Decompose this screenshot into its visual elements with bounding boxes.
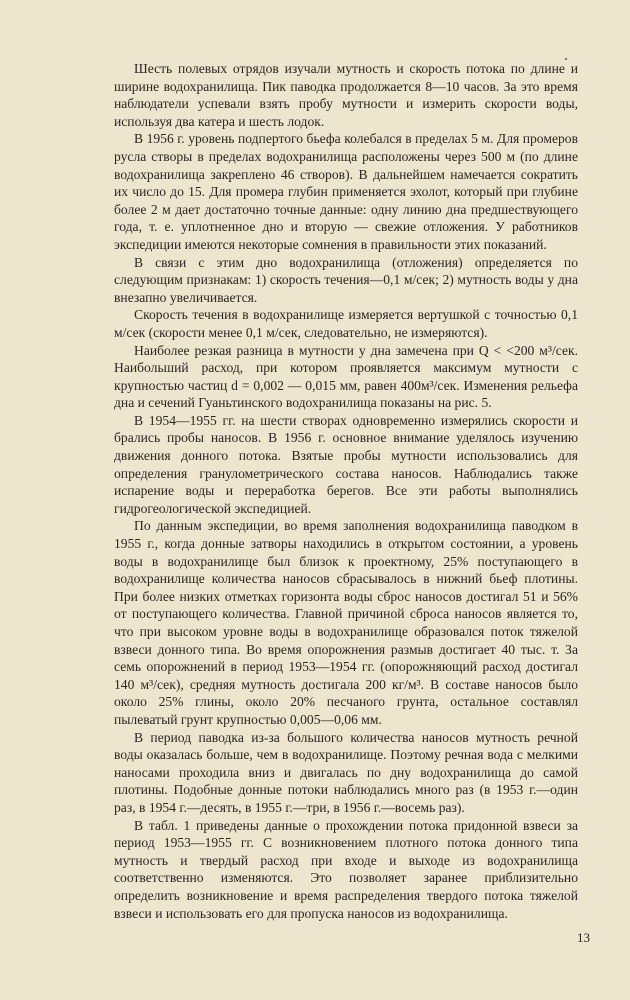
paragraph: В связи с этим дно водохранилища (отложения) определяется по следующим признакам: 1) скорость течения—0,1 м/сек; 2) мутность воды у дна внезапно увеличивается. bbox=[114, 254, 578, 305]
page-number: 13 bbox=[577, 930, 590, 945]
paragraph: В табл. 1 приведены данные о прохождении потока придонной взвеси за период 1953—1955 гг. С возникновением плотного потока донного типа мутность и твердый расход при входе и выходе из водохранилища соответственно изменяются. Это позволяет заранее приблизительно определить возникновение и время распределения твердого потока тяжелой взвеси и использовать его для пропуска наносов из водохранилища. bbox=[114, 817, 578, 921]
body-text bbox=[114, 60, 578, 922]
paragraph: По данным экспедиции, во время заполнения водохранилища паводком в 1955 г., когда донные затворы находились в открытом состоянии, а уровень воды в водохранилище был близок к проектному, 25% поступающего в водохранилище количества наносов сбрасывалось в нижний бьеф плотины. При более низких отметках горизонта воды сброс наносов достигал 51 и 56% от поступающего количества. Главной причиной сброса наносов является то, что при высоком уровне воды в водохранилище образовался поток тяжелой взвеси донного типа. Во время опорожнения размыв достигает 40 тыс. т. За семь опорожнений в период 1953—1954 гг. (опорожняющий расход достигал 140 м³/сек), средняя мутность достигала 200 кг/м³. В составе наносов было около 25% глины, около 20% песчаного грунта, остальное составлял пылеватый грунт крупностью 0,005—0,06 мм. bbox=[114, 518, 578, 727]
paragraph: В 1956 г. уровень подпертого бьефа колебался в пределах 5 м. Для промеров русла створы в пределах водохранилища расположены через 500 м (по длине водохранилища закреплено 46 створов). В дальнейшем намечается сократить их число до 15. Для промера глубин применяется эхолот, который при глубине более 2 м дает достаточно точные данные: одну линию дна предшествующего года, т. е. уплотненное дно и вторую — свежие отложения. У работников экспедиции имеются некоторые сомнения в правильности этих показаний. bbox=[114, 131, 578, 252]
paragraph: Шесть полевых отрядов изучали мутность и скорость потока по длине и ширине водохранилища. Пик паводка продолжается 8—10 часов. За это время наблюдатели успевали взять пробу мутности и измерить скорости воды, используя два катера и шесть лодок. bbox=[114, 61, 578, 129]
paragraph: Наиболее резкая разница в мутности у дна замечена при Q < <200 м³/сек. Наибольший расход, при котором проявляется максимум мутности с крупностью частиц d = 0,002 — 0,015 мм, равен 400м³/сек. Изменения рельефа дна и сечений Гуаньтинского водохранилища показаны на рис. 5. bbox=[114, 342, 578, 411]
paragraph: Скорость течения в водохранилище измеряется вертушкой с точностью 0,1 м/сек (скорости менее 0,1 м/сек, следовательно, не измеряются). bbox=[114, 307, 578, 340]
paragraph: В период паводка из-за большого количества наносов мутность речной воды оказалась больше, чем в водохранилище. Поэтому речная вода с мелкими наносами проходила вниз и двигалась по дну водохранилища до самой плотины. Подобные донные потоки наблюдались много раз (в 1953 г.—один раз, в 1954 г.—десять, в 1955 г.—три, в 1956 г.—восемь раз). bbox=[114, 729, 578, 815]
paragraph: В 1954—1955 гг. на шести створах одновременно измерялись скорости и брались пробы наносов. В 1956 г. основное внимание уделялось изучению движения донного потока. Взятые пробы мутности использовались для определения гранулометрического состава наносов. Наблюдались также испарение воды и переработка берегов. Все эти работы выполнялись гидрогеологической экспедицией. bbox=[114, 412, 578, 516]
